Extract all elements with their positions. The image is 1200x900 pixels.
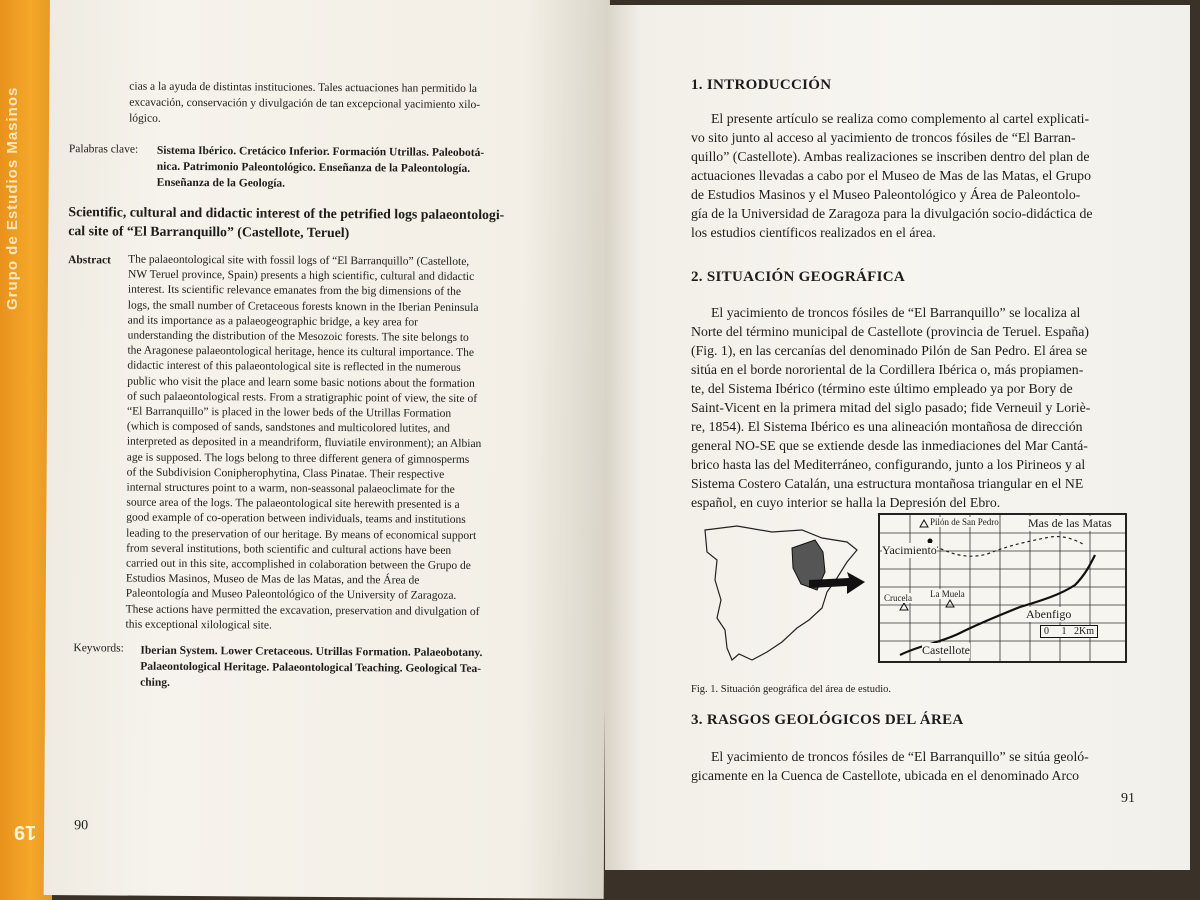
text-line: NW Teruel province, Spain) presents a high scientific, cultural and didactic (127, 268, 475, 284)
text-line: lógico. (129, 112, 161, 125)
map-label-muela: La Muela (930, 589, 965, 599)
text-line: cias a la ayuda de distintas instituciones. Tales actuaciones han permitido la (129, 80, 478, 95)
english-title (68, 202, 548, 243)
text-line: “El Barranquillo” is placed in the lower beds of the Utrillas Formation (127, 405, 452, 420)
map-label-mas: Mas de las Matas (1028, 516, 1112, 530)
text-line: logs, the small number of Cretaceous forests known in the Iberian Peninsula (127, 299, 479, 314)
text-line: re, 1854). El Sistema Ibérico es una alineación montañosa de dirección (691, 419, 1083, 434)
text-line: public who visit the place and learn some basic notions about the formation (127, 375, 475, 390)
text-line: El yacimiento de troncos fósiles de “El Barranquillo” se localiza al (711, 305, 1081, 320)
rasgos-paragraph (691, 747, 1146, 785)
section-heading-situacion: 2. SITUACIÓN GEOGRÁFICA (691, 269, 906, 285)
text-line: and its importance as a palaeogeographic bridge, a key area for (127, 314, 418, 329)
text-line: cal site of “El Barranquillo” (Castellote, Teruel) (68, 223, 350, 241)
text-line: Estudios Masinos, Museo de Mas de las Matas, and the Área de (125, 572, 420, 587)
text-line: age is supposed. The logs belong to three different genera of gimnosperms (126, 451, 470, 466)
text-line: Sistema Costero Catalán, una estructura montañosa triangular en el NE (691, 476, 1084, 491)
right-page (605, 5, 1190, 870)
text-line: de Estudios Masinos y el Museo Paleontológico y Área de Paleontolo- (691, 187, 1081, 202)
left-page (44, 0, 610, 899)
text-line: Sistema Ibérico. Cretácico Inferior. Formación Utrillas. Paleobotá- (156, 144, 485, 160)
peak-icon (946, 600, 954, 607)
text-line: didactic interest of this palaeontological site is reflected in the numerous (127, 359, 461, 375)
text-line: from several institutions, both scientific and cultural actions have been (126, 542, 452, 557)
text-line: Palaeontological Heritage. Palaeontological Teaching. Geological Tea- (140, 660, 482, 676)
text-line: leading to the preservation of our heritage. By means of economical support (126, 527, 477, 542)
figure-caption: Fig. 1. Situación geográfica del área de estudio. (691, 684, 892, 695)
text-line: internal structures point to a warm, non-seassonal palaeoclimate for the (126, 481, 455, 496)
text-line: this exceptional xilological site. (125, 618, 272, 632)
keywords-label: Keywords: (73, 642, 124, 655)
text-line: general NO-SE que se extiende desde las inmediaciones del Mar Cantá- (691, 438, 1088, 453)
text-line: gía de la Universidad de Zaragoza para la divulgación socio-didáctica de (691, 206, 1093, 221)
peak-icon (920, 520, 928, 527)
text-line: ching. (140, 676, 170, 689)
abstract-body (126, 253, 539, 636)
page-number-left: 90 (74, 818, 89, 834)
text-line: Iberian System. Lower Cretaceous. Utrillas Formation. Palaeobotany. (140, 644, 483, 660)
text-line: sitúa en el borde nororiental de la Cordillera Ibérica o, más propiamen- (691, 362, 1084, 377)
text-line: los estudios científicos realizados en el área. (691, 225, 936, 240)
text-line: of the Subdivision Conipherophytina, Class Pinatae. Their respective (126, 466, 445, 481)
text-line: (which is composed of sands, sandstones and multicolored lutites, and (126, 420, 450, 436)
text-line: español, en cuyo interior se halla la Depresión del Ebro. (691, 495, 1001, 510)
continuation-paragraph (129, 79, 539, 130)
text-line: The palaeontological site with fossil logs of “El Barranquillo” (Castellote, (128, 253, 470, 268)
section-heading-introduccion: 1. INTRODUCCIÓN (691, 77, 832, 93)
spine-title: Grupo de Estudios Masinos (4, 86, 21, 310)
text-line: El presente artículo se realiza como complemento al cartel explicati- (711, 111, 1090, 126)
text-line: nica. Patrimonio Paleontológico. Enseñanza de la Paleontología. (156, 160, 471, 175)
map-label-castellote: Castellote (922, 643, 970, 657)
text-line: source area of the logs. The palaeontological site herewith presented is a (126, 496, 460, 512)
text-line: good example of co-operation between individuals, teams and institutions (126, 511, 466, 527)
page-number-right: 91 (1121, 791, 1135, 806)
text-line: actuaciones llevadas a cabo por el Museo de Mas de las Matas, el Grupo (691, 168, 1091, 183)
text-line: the Aragonese palaeontological heritage, hence its cultural importance. The (127, 344, 475, 360)
text-line: Norte del término municipal de Castellote (provincia de Teruel. España) (691, 324, 1089, 339)
spain-outline (705, 526, 857, 660)
text-line: Saint-Vicent en la primera mitad del siglo pasado; fide Verneuil y Loriè- (691, 400, 1091, 415)
spain-map-figure (697, 520, 877, 670)
peak-icon (900, 603, 908, 610)
intro-paragraph (691, 109, 1146, 242)
text-line: Enseñanza de la Geología. (156, 176, 286, 190)
text-line: of such palaeontological rests. From a stratigraphic point of view, the site of (127, 390, 478, 405)
abstract-label: Abstract (68, 254, 111, 267)
map-label-pilon: Pilón de San Pedro (930, 517, 999, 527)
text-line: brico hasta las del Mediterráneo, configurando, junto a los Pirineos y al (691, 457, 1086, 472)
map-label-abenfigo: Abenfigo (1026, 607, 1072, 621)
keywords (140, 643, 540, 694)
map-scale-bar: 0 1 2Km (1040, 625, 1098, 638)
text-line: These actions have permitted the excavation, preservation and divulgation of (125, 603, 480, 618)
text-line: interpreted as deposited in a meandriform, fluviatile environment); an Albian (126, 435, 482, 451)
text-line: interest. Its scientific relevance emanates from the big dimensions of the (127, 283, 462, 299)
text-line: (Fig. 1), en las cercanías del denominado Pilón de San Pedro. El área se (691, 343, 1088, 358)
palabras-clave (157, 143, 542, 194)
text-line: El yacimiento de troncos fósiles de “El Barranquillo” se sitúa geoló- (711, 749, 1089, 764)
text-line: gicamente en la Cuenca de Castellote, ubicada en el denominado Arco (691, 768, 1080, 783)
map-grid (880, 515, 1125, 661)
text-line: excavación, conservación y divulgación de tan excepcional yacimiento xilo- (129, 96, 481, 112)
palabras-clave-label: Palabras clave: (68, 143, 139, 156)
text-line: understanding the distribution of the Mesozoic forests. The site belongs to (127, 329, 469, 344)
text-line: vo sito junto al acceso al yacimiento de troncos fósiles de “El Barran- (691, 130, 1076, 145)
spine-number: 19 (14, 821, 37, 843)
text-line: carried out in this site, accomplished in colaboration between the Grupo de (125, 557, 471, 573)
map-label-crucela: Crucela (884, 593, 912, 603)
section-heading-rasgos: 3. RASGOS GEOLÓGICOS DEL ÁREA (691, 712, 964, 728)
text-line: Scientific, cultural and didactic interest of the petrified logs palaeontologi- (68, 204, 505, 223)
text-line: quillo” (Castellote). Ambas realizaciones se inscriben dentro del plan de (691, 149, 1090, 164)
map-label-yacimiento: Yacimiento (882, 543, 937, 557)
situacion-paragraph (691, 303, 1146, 512)
text-line: Paleontología and Museo Paleontológico of the University of Zaragoza. (125, 588, 457, 603)
local-map-figure (878, 513, 1127, 663)
track (930, 537, 1085, 557)
text-line: te, del Sistema Ibérico (término este último empleado ya por Bory de (691, 381, 1073, 396)
